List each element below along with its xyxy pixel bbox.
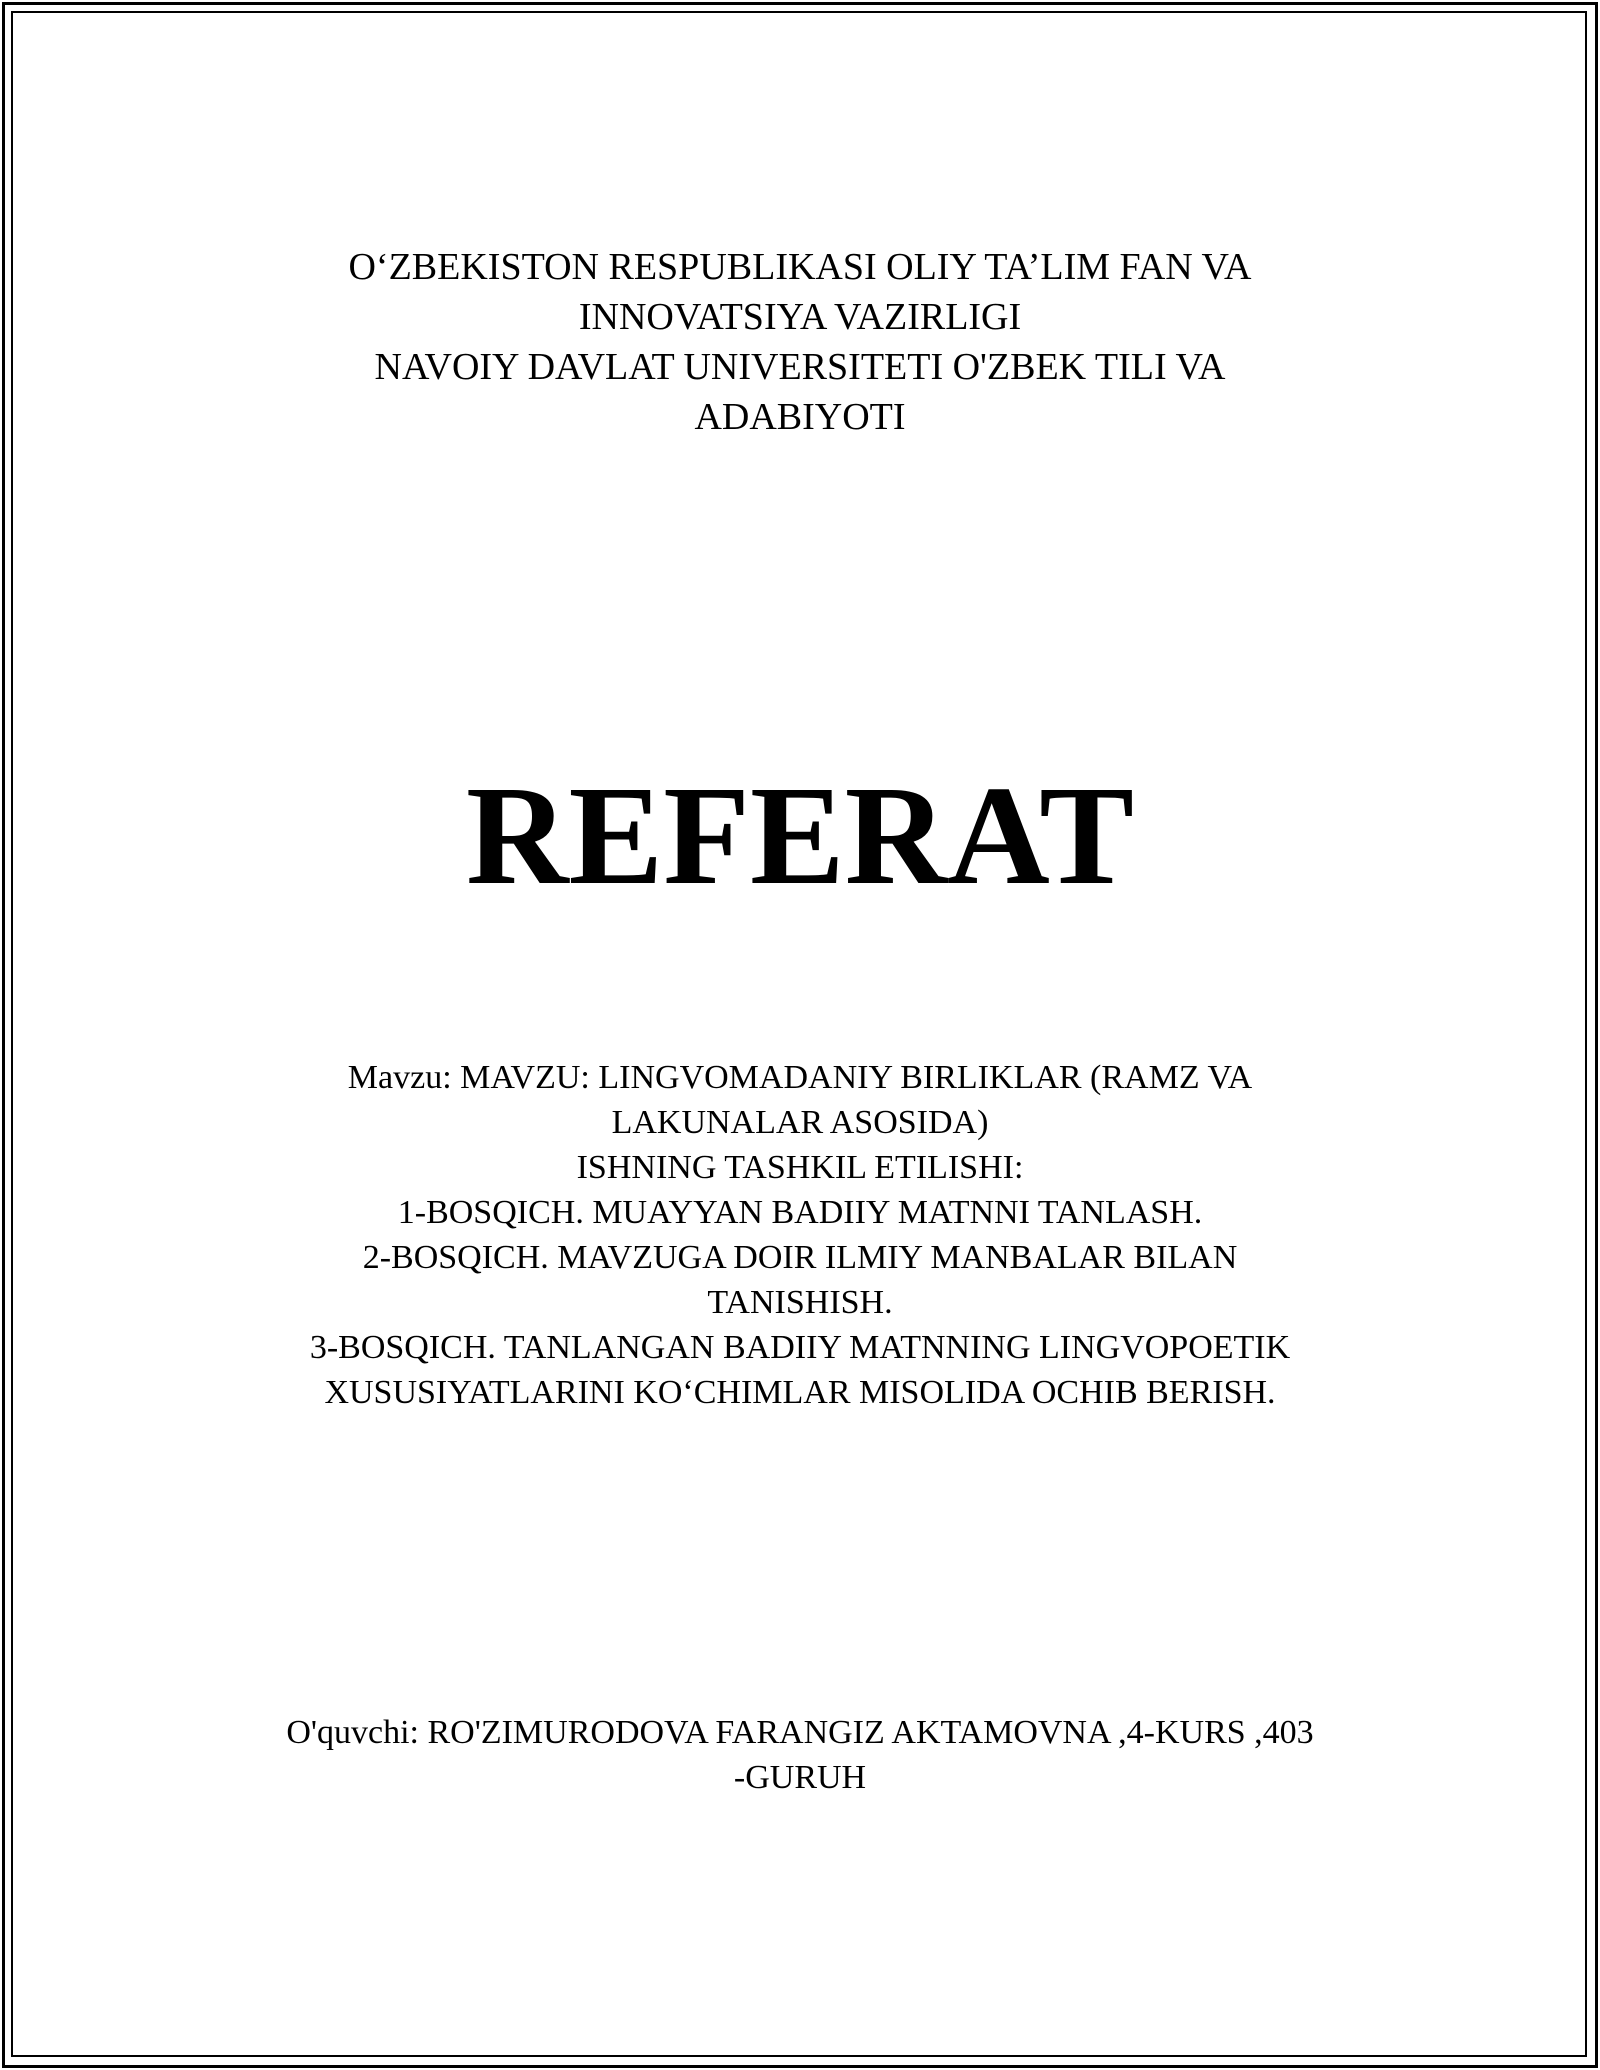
topic-line: TANISHISH.: [707, 1284, 893, 1321]
student-line: O'quvchi: RO'ZIMURODOVA FARANGIZ AKTAMOVNA ,4-KURS ,403: [286, 1714, 1314, 1751]
document-title: REFERAT: [466, 756, 1134, 914]
topic-line: 3-BOSQICH. TANLANGAN BADIIY MATNNING LINGVOPOETIK: [309, 1329, 1291, 1366]
topic-line: 2-BOSQICH. MAVZUGA DOIR ILMIY MANBALAR BILAN: [362, 1239, 1238, 1276]
header-line: ADABIYOTI: [694, 396, 906, 438]
topic-line: Mavzu: MAVZU: LINGVOMADANIY BIRLIKLAR (RAMZ VA: [347, 1059, 1253, 1096]
student-info: [200, 1710, 1400, 1800]
topic-line: ISHNING TASHKIL ETILISHI:: [576, 1149, 1024, 1186]
topic-line: 1-BOSQICH. MUAYYAN BADIIY MATNNI TANLASH.: [397, 1194, 1203, 1231]
topic-line: LAKUNALAR ASOSIDA): [611, 1104, 989, 1141]
header-line: NAVOIY DAVLAT UNIVERSITETI O'ZBEK TILI VA: [374, 346, 1226, 388]
student-line: -GURUH: [733, 1759, 867, 1796]
header-line: INNOVATSIYA VAZIRLIGI: [578, 296, 1022, 338]
header-line: O‘ZBEKISTON RESPUBLIKASI OLIY TA’LIM FAN VA: [348, 246, 1252, 288]
topic-line: XUSUSIYATLARINI KO‘CHIMLAR MISOLIDA OCHIB BERISH.: [324, 1374, 1276, 1411]
institution-header: [200, 242, 1400, 442]
topic-section: [200, 1055, 1400, 1415]
